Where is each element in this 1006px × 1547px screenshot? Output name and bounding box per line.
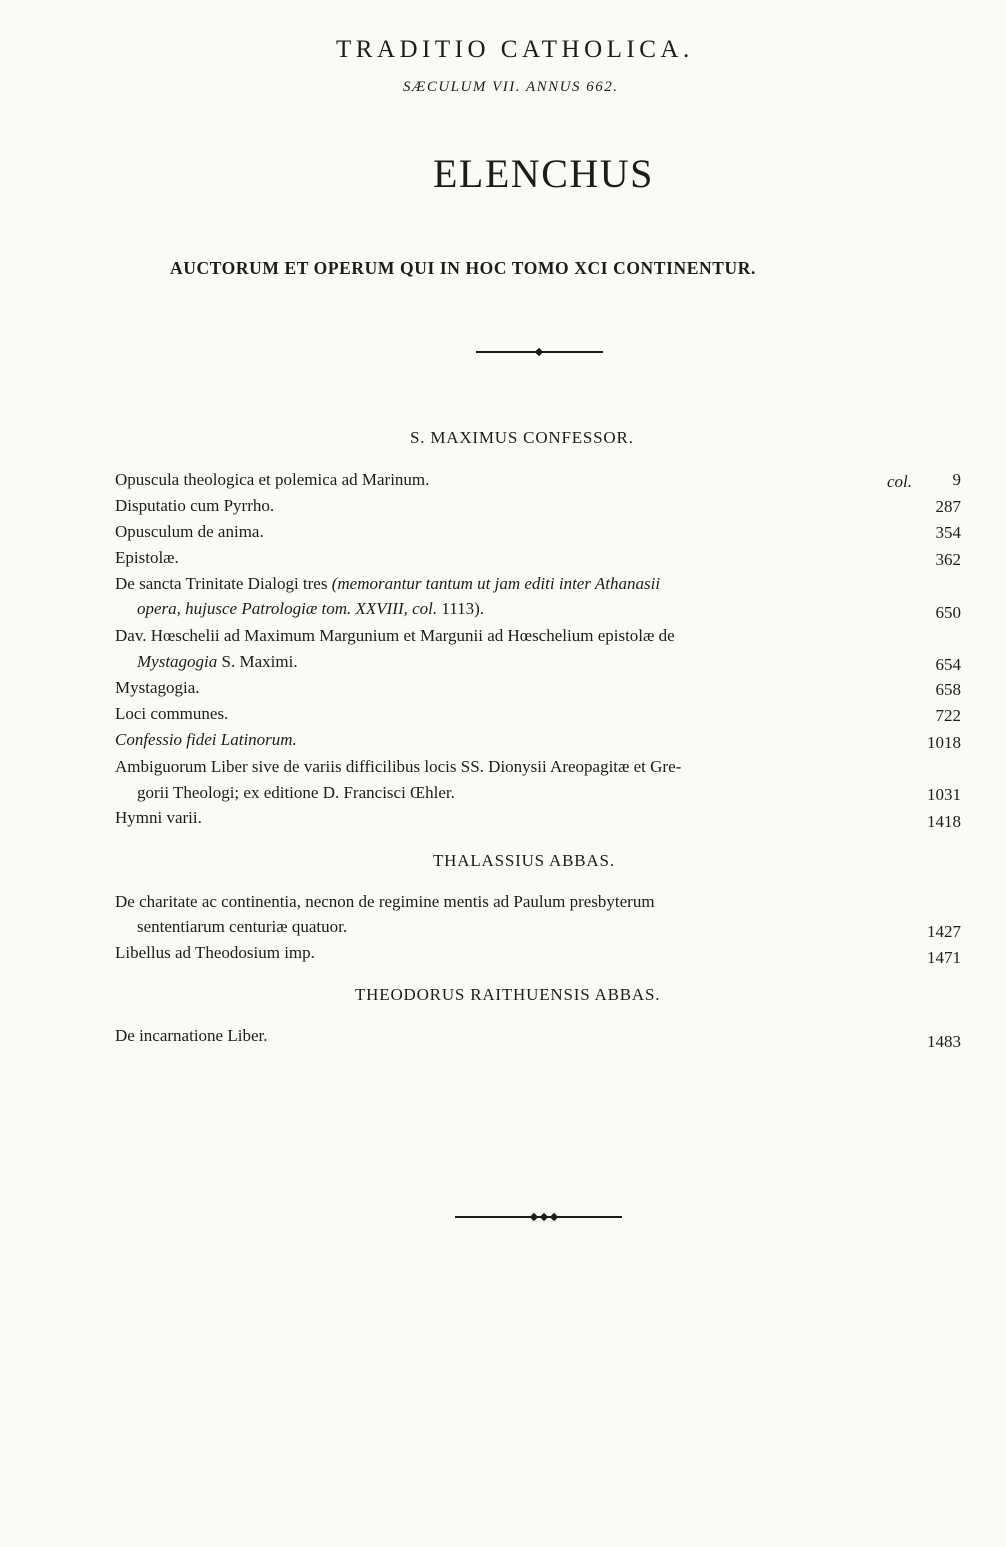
entry-text: Dav. Hœschelii ad Maximum Margunium et Margunii ad Hœschelium epistolæ de [115, 626, 675, 645]
entry-text: Opuscula theologica et polemica ad Marinum. [115, 470, 430, 489]
entry-text: Hymni varii. [115, 808, 202, 827]
entry-text: Mystagogia. [115, 678, 200, 697]
ornament-divider-top [476, 351, 603, 353]
entry-column-number: 722 [935, 706, 961, 725]
entry-text-italic: (memorantur tantum ut jam editi inter Athanasii [331, 574, 661, 593]
entry-text: Libellus ad Theodosium imp. [115, 943, 315, 962]
entry-text: Opusculum de anima. [115, 522, 264, 541]
entry-column-number: 650 [935, 603, 961, 622]
entry-column-number: 354 [935, 523, 961, 542]
entry-text: Epistolæ. [115, 548, 179, 567]
entry-text: Confessio fidei Latinorum. [115, 730, 297, 749]
entry-column-number: 654 [935, 655, 961, 674]
entry-text-continuation [137, 599, 484, 619]
entry-text-continuation: gorii Theologi; ex editione D. Francisci Œhler. [137, 783, 455, 802]
running-title: TRADITIO CATHOLICA. [336, 36, 694, 63]
entry-text [115, 574, 660, 594]
entry-text: De charitate ac continentia, necnon de regimine mentis ad Paulum presbyterum [115, 892, 655, 911]
entry-text: De incarnatione Liber. [115, 1026, 268, 1045]
section-author-thalassius: THALASSIUS ABBAS. [433, 851, 615, 870]
entry-text-roman: De sancta Trinitate Dialogi tres [115, 574, 328, 593]
entry-column-number: 1427 [927, 922, 961, 941]
entry-column-number: 287 [935, 497, 961, 516]
entry-column-number: 1018 [927, 733, 961, 752]
entry-text-italic: opera, hujusce Patrologiæ tom. XXVIII, col. [137, 599, 438, 618]
entry-text-continuation [137, 652, 298, 672]
page-title: ELENCHUS [433, 151, 654, 196]
entry-column-number: 1418 [927, 812, 961, 831]
entry-column-number: 1483 [927, 1032, 961, 1051]
entry-text-italic: Mystagogia [137, 652, 218, 671]
entry-text: Loci communes. [115, 704, 229, 723]
entry-column-number: 1031 [927, 785, 961, 804]
entry-text: Ambiguorum Liber sive de variis difficilibus locis SS. Dionysii Areopagitæ et Gre- [115, 757, 682, 776]
entry-column-number: 362 [935, 550, 961, 569]
running-subtitle: SÆCULUM VII. ANNUS 662. [403, 79, 619, 95]
entry-column-number: 1471 [927, 948, 961, 967]
entry-column-number: 9 [952, 470, 961, 489]
entry-text-roman: 1113). [441, 599, 485, 618]
col-label: col. [887, 472, 913, 491]
section-author-maximus: S. MAXIMUS CONFESSOR. [410, 428, 634, 447]
page-subtitle: AUCTORUM ET OPERUM QUI IN HOC TOMO XCI CONTINENTUR. [170, 258, 756, 278]
ornament-divider-bottom [455, 1216, 622, 1218]
entry-text-continuation: sententiarum centuriæ quatuor. [137, 917, 348, 936]
entry-text: Disputatio cum Pyrrho. [115, 496, 275, 515]
section-author-theodorus: THEODORUS RAITHUENSIS ABBAS. [355, 985, 661, 1004]
entry-text-roman: S. Maximi. [221, 652, 298, 671]
entry-column-number: 658 [935, 680, 961, 699]
